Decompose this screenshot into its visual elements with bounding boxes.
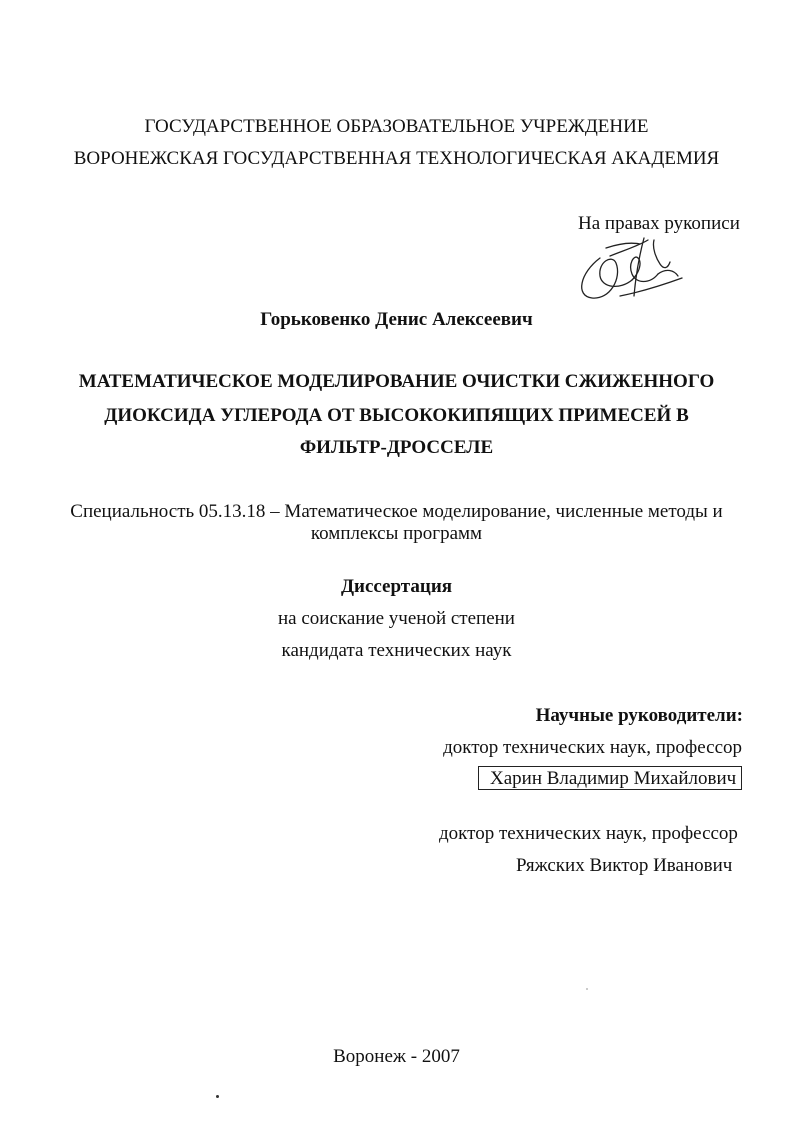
scan-speck [216,1095,219,1098]
scan-speck [586,988,588,990]
dissertation-title-line-3: ФИЛЬТР-ДРОССЕЛЕ [299,437,494,458]
institution-line-2: ВОРОНЕЖСКАЯ ГОСУДАРСТВЕННАЯ ТЕХНОЛОГИЧЕСКАЯ АКАДЕМИЯ [73,148,720,169]
dissertation-title-line-1: МАТЕМАТИЧЕСКОЕ МОДЕЛИРОВАНИЕ ОЧИСТКИ СЖИЖЕННОГО [78,371,715,392]
degree-line-2: кандидата технических наук [281,640,512,661]
specialty-line-2: комплексы программ [310,523,483,544]
supervisor-1-name: Харин Владимир Михайлович [490,768,737,789]
supervisor-2-degree: доктор технических наук, профессор [439,823,738,844]
city-year: Воронеж - 2007 [333,1046,460,1067]
specialty-line-1: Специальность 05.13.18 – Математическое моделирование, численные методы и [70,501,723,522]
dissertation-label: Диссертация [340,576,453,597]
institution-line-1: ГОСУДАРСТВЕННОЕ ОБРАЗОВАТЕЛЬНОЕ УЧРЕЖДЕНИЕ [144,116,649,137]
supervisor-1-degree: доктор технических наук, профессор [443,737,742,758]
author-name: Горьковенко Денис Алексеевич [260,309,533,330]
signature-icon [570,218,690,308]
degree-line-1: на соискание ученой степени [278,608,515,629]
supervisor-2-name: Ряжских Виктор Иванович [516,855,733,876]
dissertation-title-line-2: ДИОКСИДА УГЛЕРОДА ОТ ВЫСОКОКИПЯЩИХ ПРИМЕСЕЙ В [104,405,689,426]
manuscript-note: На правах рукописи [578,213,740,234]
supervisors-heading: Научные руководители: [535,705,743,726]
